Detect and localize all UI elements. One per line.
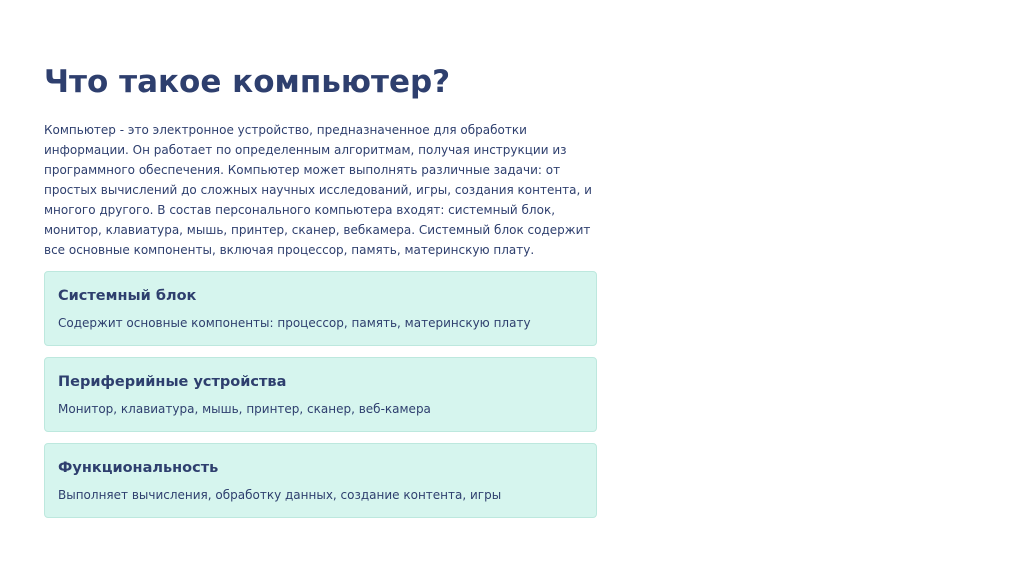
card-title: Системный блок — [58, 288, 197, 304]
card-description: Выполняет вычисления, обработку данных, создание контента, игры — [58, 488, 502, 502]
card-description: Содержит основные компоненты: процессор, память, материнскую плату — [58, 316, 531, 330]
card-title: Периферийные устройства — [58, 374, 287, 390]
card-title: Функциональность — [58, 460, 219, 476]
card-peripherals — [44, 357, 597, 432]
slide-body-text: Компьютер - это электронное устройство, предназначенное для обработки информации. Он работает по определенным алгоритмам, получая инструкции из программного обеспечения. Компьютер может выполнять различные задачи: от простых вычислений до сложных научных исследований, игры, создания контента, и многого другого. В состав персонального компьютера входят: системный блок, монитор, клавиатура, мышь, принтер, сканер, вебкамера. Системный блок содержит все основные компоненты, включая процессор, память, материнскую плату. — [44, 123, 592, 257]
card-description: Монитор, клавиатура, мышь, принтер, сканер, веб-камера — [58, 402, 431, 416]
card-list — [44, 271, 597, 529]
card-system-unit — [44, 271, 597, 346]
slide-title: Что такое компьютер? — [44, 64, 451, 100]
card-functionality — [44, 443, 597, 518]
